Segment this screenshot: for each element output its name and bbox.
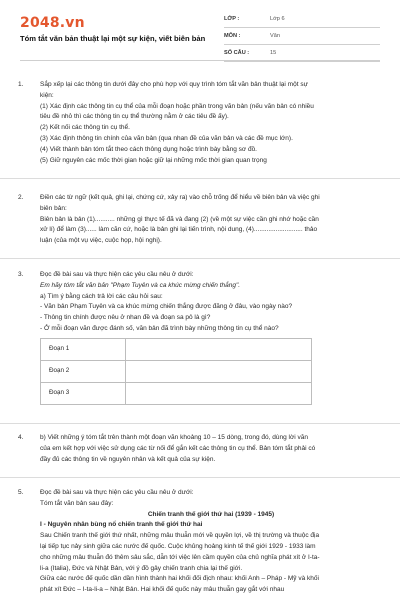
question-line: Điền các từ ngữ (kết quả, ghi lại, chứng cứ, xảy ra) vào chỗ trống để hiểu về biên bản và việc ghi <box>40 194 320 201</box>
page-title: Tóm tắt văn bản thuật lại một sự kiện, viết biên bản <box>20 34 206 43</box>
section-divider <box>0 258 400 259</box>
question-number: 2. <box>18 194 24 201</box>
passage-line: li-a (Italia), Đức và Nhật Bản, với ý đồ gây chiến tranh chia lại thế giới. <box>40 564 243 572</box>
passage-subheading: I - Nguyên nhân bùng nổ chiến tranh thế giới thứ hai <box>40 521 203 529</box>
question-2 <box>18 193 382 247</box>
question-line: Đọc đề bài sau và thực hiện các yêu cầu nêu ở dưới: <box>40 489 194 496</box>
table-row-label: Đoạn 2 <box>41 360 126 382</box>
question-line: Tóm tắt văn bản sau đây: <box>40 499 114 507</box>
meta-panel <box>224 11 380 62</box>
question-line: đầy đủ các thông tin về nguyên nhân và kết quả của sự kiện. <box>40 455 216 463</box>
question-number: 5. <box>18 489 24 496</box>
question-line: kiện: <box>40 91 54 99</box>
question-line: Em hãy tóm tắt văn bản "Phạm Tuyên và ca khúc mừng chiến thắng". <box>40 281 241 289</box>
passage-line: lại tiếp tục nảy sinh giữa các nước đế quốc. Cuộc khủng hoảng kinh tế thế giới 1929 - 1933 làm <box>40 542 316 550</box>
question-line: - Văn bản Phạm Tuyên và ca khúc mừng chiến thắng được đăng ở đâu, vào ngày nào? <box>40 303 293 311</box>
meta-value: Văn <box>270 33 280 39</box>
table-row <box>41 360 312 382</box>
question-number: 4. <box>18 434 24 441</box>
section-divider <box>0 477 400 478</box>
question-line: (5) Giữ nguyên các mốc thời gian hoặc giữ lại những mốc thời gian quan trọng <box>40 156 267 164</box>
question-line: (2) Kết nối các thông tin cụ thể. <box>40 124 130 132</box>
site-logo[interactable] <box>20 14 85 32</box>
answer-cell[interactable] <box>126 338 312 360</box>
question-line: a) Tìm ý bằng cách trả lời các câu hỏi sau: <box>40 292 163 300</box>
table-row <box>41 338 312 360</box>
question-line: biên bản: <box>40 204 67 212</box>
question-line: (3) Xác định thông tin chính của văn bản (qua nhan đề của văn bản và các đề mục lớn). <box>40 134 293 142</box>
logo-suffix: .vn <box>59 15 85 31</box>
meta-key: LỚP : <box>224 16 240 22</box>
table-row-label: Đoạn 3 <box>41 382 126 404</box>
logo-main: 2048 <box>20 15 60 31</box>
question-line: - Ở mỗi đoạn văn được đánh số, văn bản đã trình bày những thông tin cụ thể nào? <box>40 324 279 332</box>
question-1 <box>18 80 382 166</box>
meta-value: Lớp 6 <box>270 16 285 22</box>
question-number: 3. <box>18 271 24 278</box>
question-line: xử lí) để làm (3)...... làm căn cứ, hoặc là bản ghi lại tiến trình, nội dung, (4)........................... thảo <box>40 226 318 234</box>
question-5 <box>18 488 382 596</box>
question-line: Sắp xếp lại các thông tin dưới đây cho phù hợp với quy trình tóm tắt văn bản thuật lại một sự <box>40 81 308 88</box>
question-line: - Thông tin chính được nêu ở nhan đề và đoạn sa pô là gì? <box>40 314 211 322</box>
meta-row-subject <box>224 28 380 45</box>
answer-cell[interactable] <box>126 360 312 382</box>
table-row <box>41 382 312 404</box>
section-divider <box>0 423 400 424</box>
question-line: Biên bản là bản (1)........... những gì thực tế đã và đang (2) (về một sự việc cần ghi nhớ hoặc cần <box>40 215 319 223</box>
question-4 <box>18 433 382 465</box>
answer-table <box>40 338 312 405</box>
table-row-label: Đoạn 1 <box>41 338 126 360</box>
passage-line: phát xít Đức – I-ta-li-a – Nhật Bản. Hai khối đế quốc này mâu thuẫn gay gắt với nhau <box>40 586 285 594</box>
answer-cell[interactable] <box>126 382 312 404</box>
passage-heading: Chiến tranh thế giới thứ hai (1939 - 1945) <box>147 510 275 518</box>
header-divider <box>20 60 380 61</box>
meta-row-class <box>224 11 380 28</box>
passage-line: Giữa các nước đế quốc dần dần hình thành hai khối đối địch nhau: khối Anh – Pháp - Mỹ và khối <box>40 575 319 583</box>
meta-key: SỐ CÂU : <box>224 50 250 56</box>
question-line: (4) Viết thành bản tóm tắt theo cách thông dụng hoặc trình bày bằng sơ đồ. <box>40 145 257 153</box>
question-3 <box>18 270 382 405</box>
question-line: luận (của một vụ việc, cuộc họp, hội nghị). <box>40 237 162 245</box>
meta-value: 15 <box>270 50 277 56</box>
question-line: Đọc đề bài sau và thực hiện các yêu cầu nêu ở dưới: <box>40 271 194 278</box>
question-line: b) Viết những ý tóm tắt trên thành một đoạn văn khoảng 10 – 15 dòng, trong đó, dùng lời văn <box>40 434 308 441</box>
question-line: tiêu đề nhỏ thì các thông tin cụ thể thường nằm ở các tiêu đề ấy). <box>40 113 229 121</box>
meta-key: MÔN : <box>224 33 241 39</box>
section-divider <box>0 178 400 179</box>
question-line: của em kết hợp với việc sử dụng các từ nối để gắn kết các thông tin cụ thể. Bản tóm tắt phải có <box>40 444 316 452</box>
question-number: 1. <box>18 81 24 88</box>
question-line: (1) Xác định các thông tin cụ thể của mỗi đoạn hoặc phần trong văn bản (nếu văn bản có nhiều <box>40 102 314 110</box>
passage-line: cho những mâu thuẫn đó thêm sâu sắc, dẫn tới việc lên cầm quyền của chủ nghĩa phát xít ở I-ta- <box>40 553 320 561</box>
passage-line: Sau Chiến tranh thế giới thứ nhất, những mâu thuẫn mới về quyền lợi, về thị trường và thuộc địa <box>40 532 320 540</box>
